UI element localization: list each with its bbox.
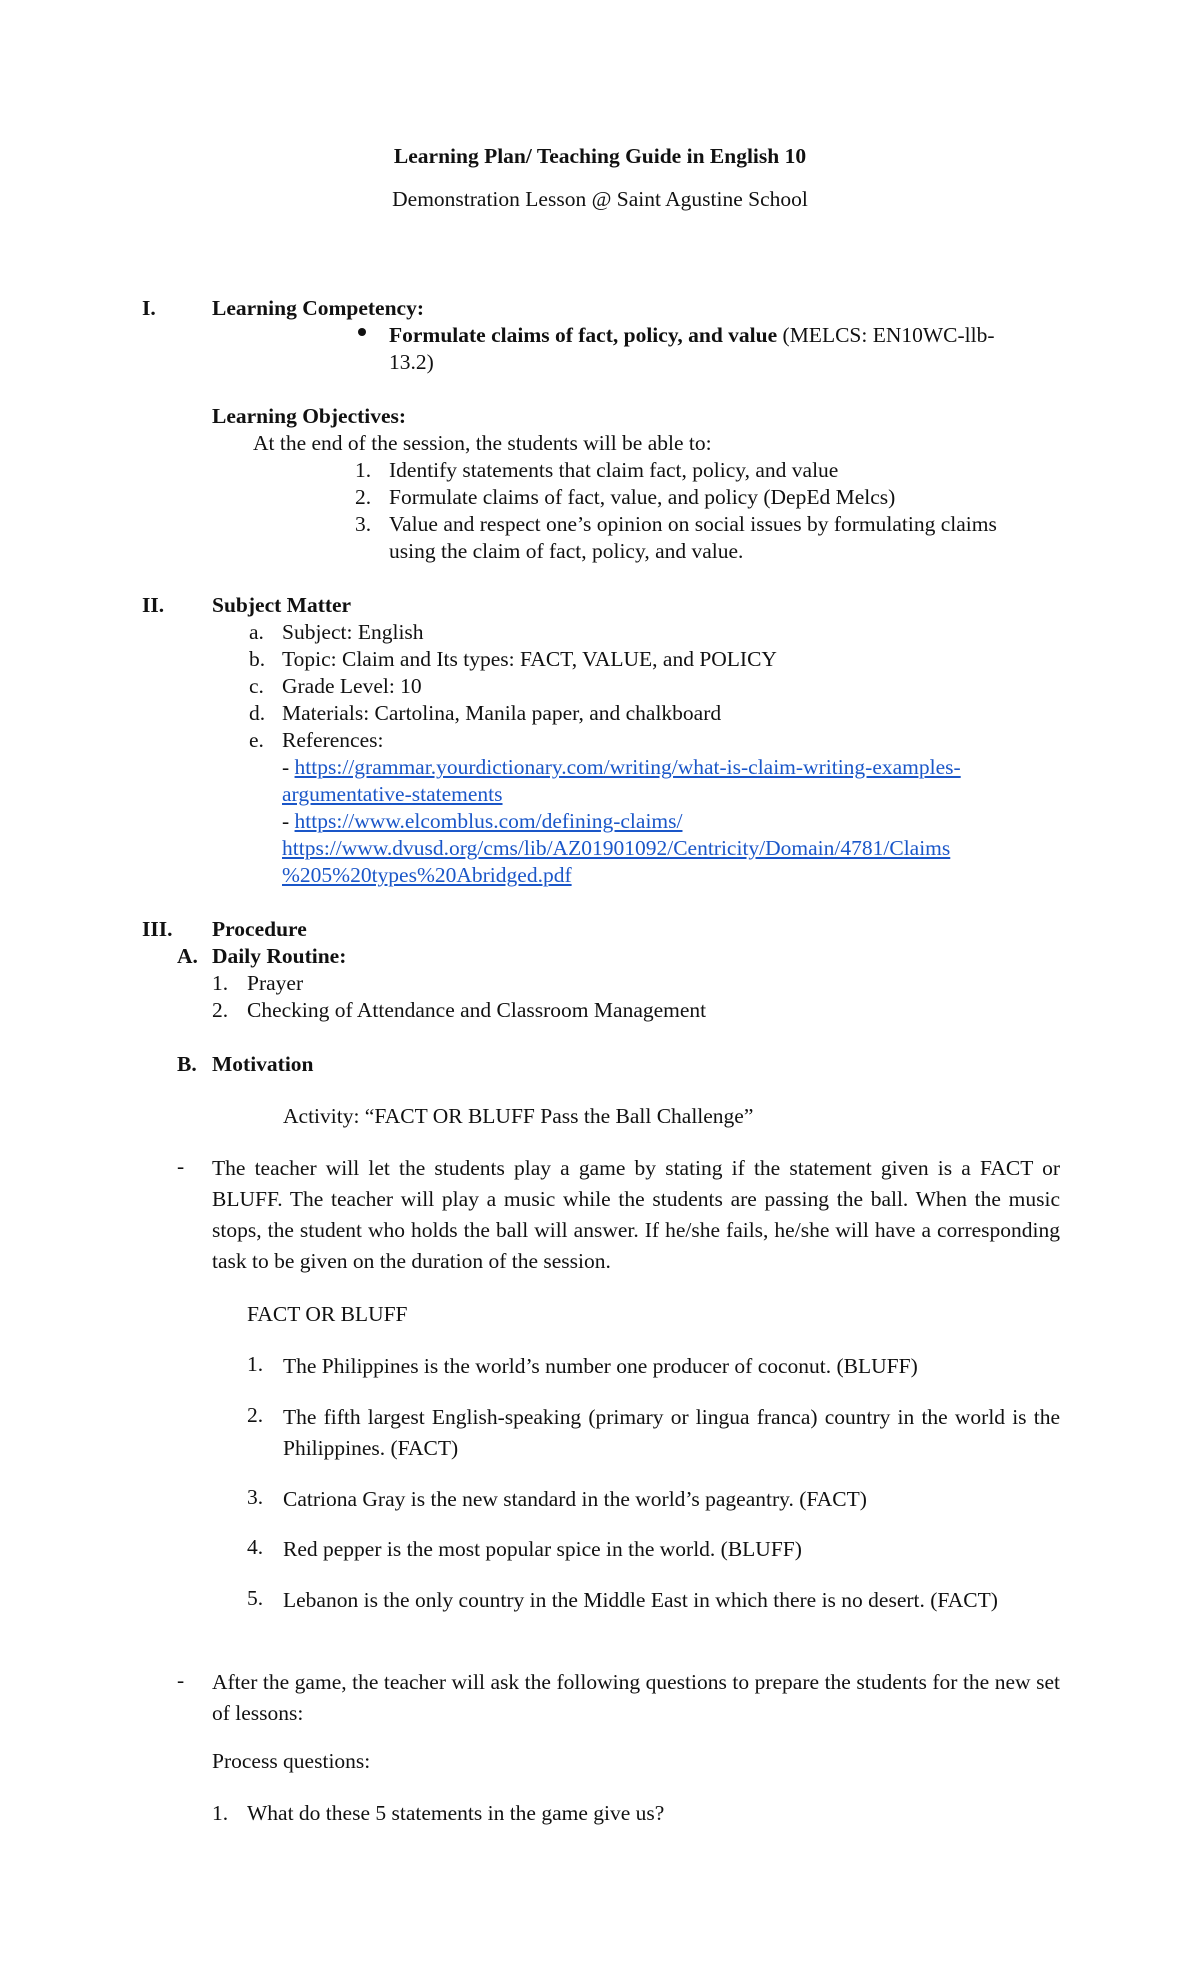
reference-link-dvusd-cont[interactable]: %205%20types%20Abridged.pdf	[282, 863, 572, 887]
subject-item-letter: b.	[249, 647, 266, 671]
statement-item: The Philippines is the world’s number one producer of coconut. (BLUFF)	[283, 1354, 918, 1378]
reference-dash: -	[282, 755, 295, 779]
competency-bold: Formulate claims of fact, policy, and value	[389, 323, 778, 347]
dash-bullet: -	[177, 1668, 185, 1692]
section-heading-procedure: Procedure	[212, 917, 307, 941]
game-description: The teacher will let the students play a game by stating if the statement given is a FACT or BLUFF. The teacher will play a music while the students are passing the ball. When the music stops, the student who holds the ball will answer. If he/she fails, he/she will have a corresponding task to be given on the duration of the session.	[212, 1156, 1060, 1273]
reference-link-elcomblus[interactable]: https://www.elcomblus.com/defining-claims/	[294, 809, 683, 833]
subject-item-letter: c.	[249, 674, 264, 698]
reference-line-2	[282, 808, 682, 835]
dash-bullet: -	[177, 1154, 185, 1178]
statement-item: Catriona Gray is the new standard in the world’s pageantry. (FACT)	[283, 1487, 867, 1511]
subject-item: Materials: Cartolina, Manila paper, and chalkboard	[282, 701, 722, 725]
objectives-heading: Learning Objectives:	[212, 404, 407, 428]
statement-num: 1.	[247, 1352, 264, 1376]
subject-item: Topic: Claim and Its types: FACT, VALUE, and POLICY	[282, 647, 777, 671]
routine-num: 1.	[212, 971, 229, 995]
game-title: FACT OR BLUFF	[247, 1302, 408, 1326]
objective-item: Formulate claims of fact, value, and policy (DepEd Melcs)	[389, 485, 896, 509]
objective-num: 2.	[355, 485, 372, 509]
subject-item-letter: d.	[249, 701, 266, 725]
section-heading-competency: Learning Competency:	[212, 296, 424, 320]
competency-line	[389, 322, 995, 349]
section-numeral-3: III.	[142, 917, 173, 941]
routine-num: 2.	[212, 998, 229, 1022]
document-title: Learning Plan/ Teaching Guide in English 10	[393, 144, 807, 168]
question-num: 1.	[212, 1801, 229, 1825]
subsection-letter-b: B.	[177, 1052, 197, 1076]
statement-num: 5.	[247, 1586, 264, 1610]
reference-dash: -	[282, 809, 295, 833]
activity-title: Activity: “FACT OR BLUFF Pass the Ball Challenge”	[283, 1104, 754, 1128]
section-numeral-1: I.	[142, 296, 156, 320]
section-numeral-2: II.	[142, 593, 165, 617]
subject-item: Subject: English	[282, 620, 424, 644]
reference-link-grammar-cont[interactable]: argumentative-statements	[282, 782, 503, 806]
routine-item: Prayer	[247, 971, 304, 995]
statement-item: The fifth largest English-speaking (primary or lingua franca) country in the world is the Philippines. (FACT)	[283, 1405, 1060, 1460]
subject-item-letter: a.	[249, 620, 264, 644]
subject-item: References:	[282, 728, 384, 752]
objective-num: 1.	[355, 458, 372, 482]
statement-num: 4.	[247, 1535, 264, 1559]
document-subtitle: Demonstration Lesson @ Saint Agustine School	[392, 187, 808, 211]
objectives-intro: At the end of the session, the students will be able to:	[253, 431, 712, 455]
objective-item: Value and respect one’s opinion on social issues by formulating claims	[389, 512, 997, 536]
competency-code: (MELCS: EN10WC-llb-	[777, 323, 995, 347]
routine-item: Checking of Attendance and Classroom Management	[247, 998, 707, 1022]
subsection-letter-a: A.	[177, 944, 198, 968]
competency-code-cont: 13.2)	[389, 350, 434, 374]
section-heading-subject-matter: Subject Matter	[212, 593, 352, 617]
post-game-description: After the game, the teacher will ask the following questions to prepare the students for the new set of lessons:	[212, 1670, 1060, 1725]
bullet-icon	[358, 328, 366, 336]
subsection-heading-routine: Daily Routine:	[212, 944, 347, 968]
reference-link-dvusd[interactable]: https://www.dvusd.org/cms/lib/AZ01901092/Centricity/Domain/4781/Claims	[282, 836, 951, 860]
objective-item-cont: using the claim of fact, policy, and value.	[389, 539, 744, 563]
reference-line-1	[282, 754, 961, 781]
subject-item: Grade Level: 10	[282, 674, 422, 698]
reference-link-grammar[interactable]: https://grammar.yourdictionary.com/writing/what-is-claim-writing-examples-	[294, 755, 961, 779]
objective-num: 3.	[355, 512, 372, 536]
statement-item: Red pepper is the most popular spice in the world. (BLUFF)	[283, 1537, 802, 1561]
statement-item: Lebanon is the only country in the Middle East in which there is no desert. (FACT)	[283, 1588, 998, 1612]
process-questions-heading: Process questions:	[212, 1749, 371, 1773]
question-item: What do these 5 statements in the game give us?	[247, 1801, 665, 1825]
subsection-heading-motivation: Motivation	[212, 1052, 314, 1076]
statement-num: 2.	[247, 1403, 264, 1427]
subject-item-letter: e.	[249, 728, 264, 752]
objective-item: Identify statements that claim fact, policy, and value	[389, 458, 839, 482]
statement-num: 3.	[247, 1485, 264, 1509]
